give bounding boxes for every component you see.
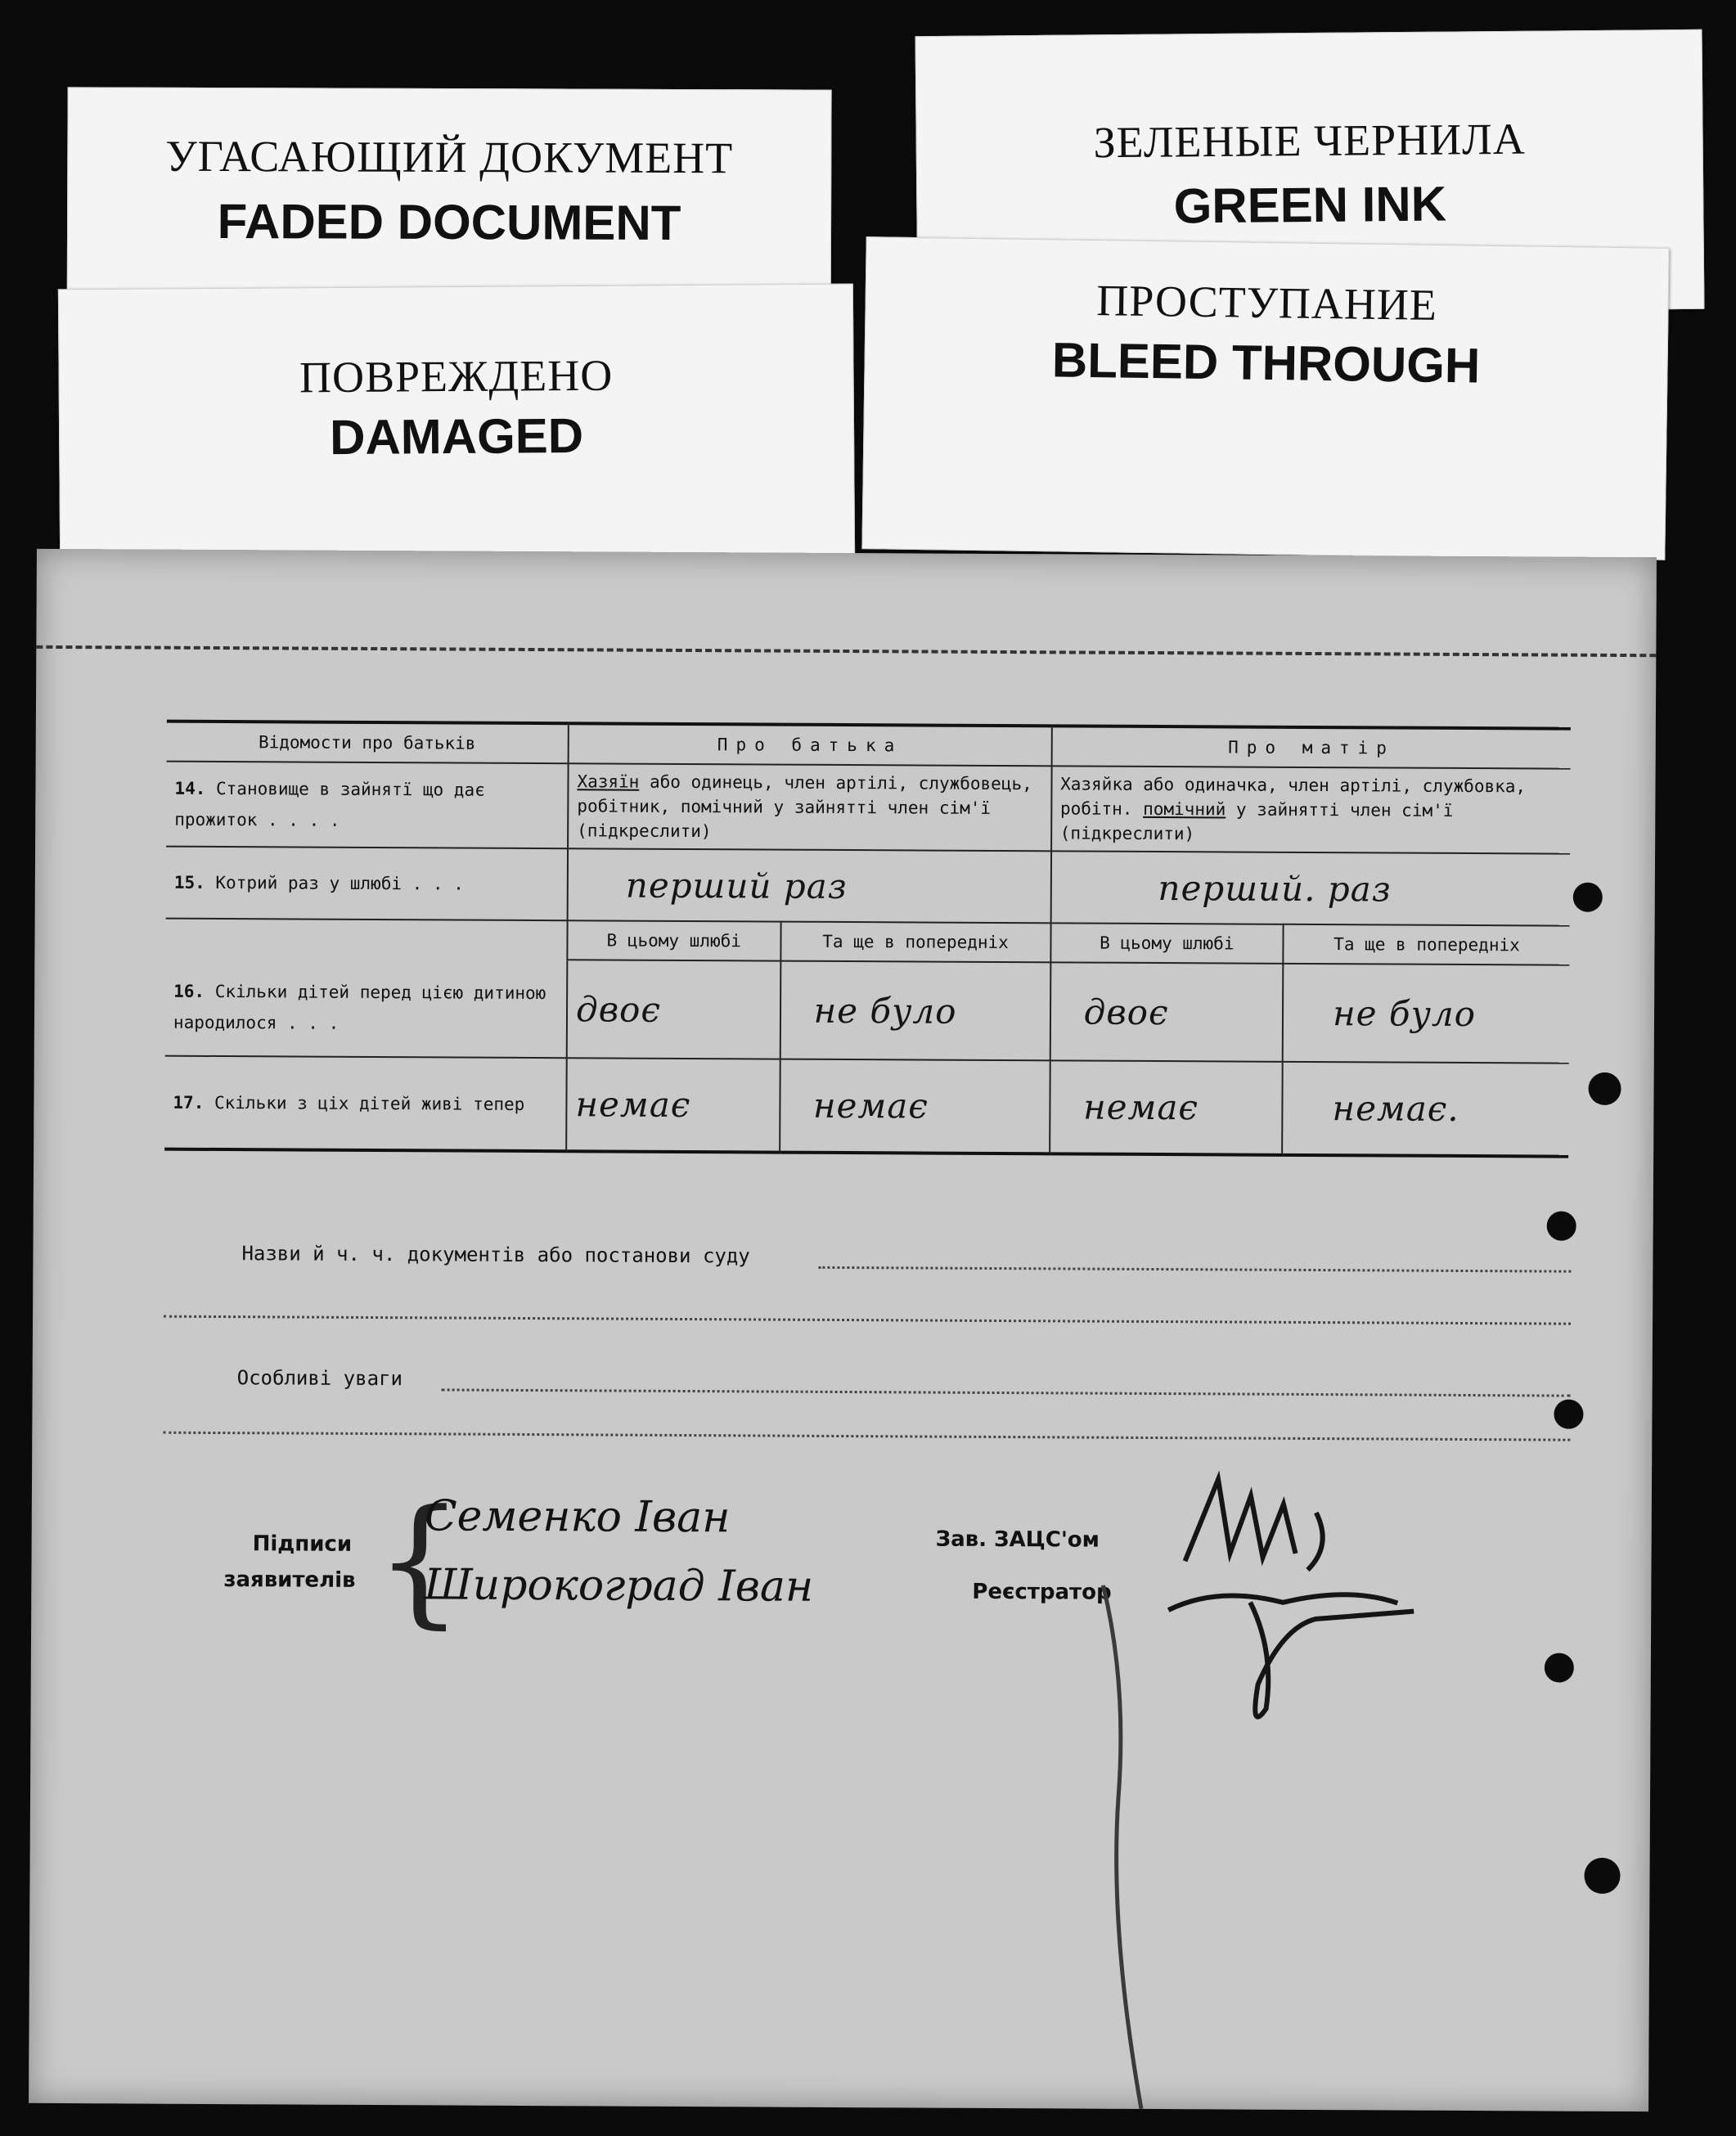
punch-hole <box>1554 1400 1583 1429</box>
header-mother: Про матір <box>1051 726 1571 768</box>
subheader-mother-this: В цьому шлюбі <box>1050 923 1284 963</box>
applicant-1-signature: Семенко Іван <box>424 1491 731 1543</box>
row17-father-this: немає <box>566 1058 780 1152</box>
brace-icon: { <box>374 1480 465 1643</box>
label-green-ink-en: GREEN INK <box>1173 176 1447 234</box>
row17-father-previous: немає <box>780 1059 1050 1154</box>
label-faded-en: FADED DOCUMENT <box>217 194 681 250</box>
row15-mother-value: перший. раз <box>1050 851 1570 925</box>
header-father: Про батька <box>569 723 1052 766</box>
table-row-14 <box>166 762 1571 854</box>
row17-mother-this: немає <box>1050 1060 1283 1154</box>
punch-hole <box>1584 1858 1620 1894</box>
label-damaged-ru: ПОВРЕЖДЕНО <box>299 350 614 402</box>
remarks-field-label: Особливі уваги <box>236 1366 403 1391</box>
label-card-bleed-through <box>861 236 1669 560</box>
row17-mother-previous: немає. <box>1282 1062 1569 1157</box>
label-bleed-through-ru: ПРОСТУПАНИЕ <box>1095 276 1438 330</box>
document-sheet <box>29 549 1657 2111</box>
header-parents-info: Відомости про батьків <box>167 722 569 764</box>
row16-father-previous: не було <box>780 961 1050 1061</box>
punch-hole <box>1588 1072 1621 1105</box>
row14-father: Хазяїн або одинець, член артілі, службовець, робітник, помічний у зайнятті член сім'ї (підкреслити) <box>568 763 1051 851</box>
row16-mother-this: двоє <box>1050 962 1283 1061</box>
label-faded-ru: УГАСАЮЩИЙ ДОКУМЕНТ <box>165 131 734 183</box>
punch-hole <box>1573 883 1603 912</box>
label-green-ink-ru: ЗЕЛЕНЫЕ ЧЕРНИЛА <box>1093 114 1527 168</box>
punch-hole <box>1547 1212 1576 1241</box>
documents-field-label: Назви й ч. ч. документів або постанови суду <box>241 1242 750 1268</box>
parents-info-table <box>164 720 1571 1158</box>
punch-hole <box>1545 1653 1574 1682</box>
subheader-father-previous: Та ще в попередніх <box>780 922 1050 963</box>
table-header-row <box>167 722 1571 769</box>
row14-mother-underlined: помічний <box>1143 798 1226 820</box>
applicants-label-line2: заявителів <box>223 1567 356 1593</box>
label-card-damaged <box>58 284 855 561</box>
subheader-father-this: В цьому шлюбі <box>567 920 780 960</box>
head-signature-scrawl <box>1151 1463 1447 1743</box>
label-damaged-en: DAMAGED <box>329 407 584 465</box>
table-row-16 <box>165 958 1570 1064</box>
head-registry-label: Зав. ЗАЦС'ом <box>935 1527 1100 1553</box>
applicant-2-signature: Широкоград Іван <box>424 1560 814 1612</box>
row14-mother: Хазяйка або одиначка, член артілі, службовка, робітн. помічний у зайнятті член сім'ї (підкреслити) <box>1051 766 1571 853</box>
documents-dotted-line <box>818 1266 1571 1273</box>
row15-father-value: перший раз <box>568 848 1051 923</box>
perforation-line <box>36 645 1656 657</box>
row16-mother-previous: не було <box>1283 964 1570 1064</box>
row16-father-this: двоє <box>567 960 780 1059</box>
table-row-17 <box>164 1056 1569 1157</box>
documents-dotted-line-2 <box>164 1315 1571 1325</box>
registrar-label: Реєстратор <box>972 1579 1112 1605</box>
row17-label: 17. Скільки з ціх дітей живі тепер <box>164 1056 567 1152</box>
table-row-15 <box>166 847 1570 926</box>
crease-line <box>1092 1585 1168 2109</box>
applicants-label-line1: Підписи <box>252 1531 353 1557</box>
row16-label: 16. Скільки дітей перед цією дитиною народилося . . . <box>165 958 568 1059</box>
row15-label: 15. Котрий раз у шлюбі . . . <box>166 847 568 921</box>
row14-label: 14. Становище в зайнятї що дає прожиток . . . . <box>166 762 569 849</box>
subheader-mother-previous: Та ще в попередніх <box>1283 924 1569 965</box>
label-bleed-through-en: BLEED THROUGH <box>1051 332 1481 393</box>
remarks-dotted-line <box>442 1388 1571 1396</box>
row14-father-underlined: Хазяїн <box>577 771 640 792</box>
remarks-dotted-line-2 <box>163 1432 1570 1441</box>
